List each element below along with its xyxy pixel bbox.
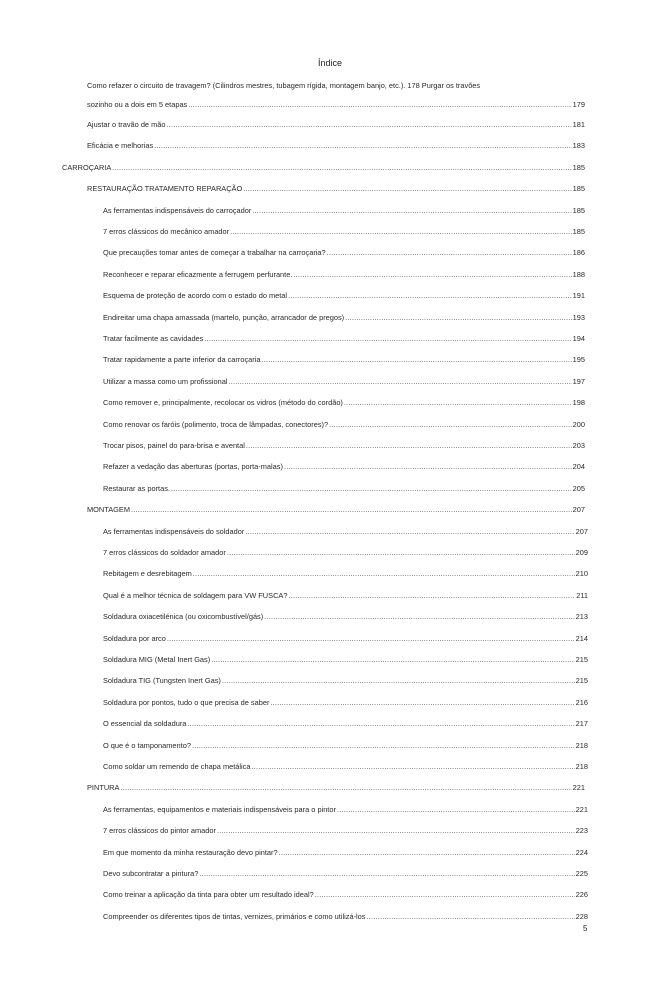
dot-leader bbox=[217, 826, 575, 836]
toc-entry-label: O que é o tamponamento? bbox=[103, 740, 191, 750]
toc-entry[interactable] bbox=[103, 655, 588, 665]
dot-leader bbox=[187, 719, 574, 729]
toc-entry-page: 217 bbox=[575, 719, 588, 729]
toc-entry-page: 218 bbox=[575, 762, 588, 771]
toc-entry-page: 185 bbox=[572, 205, 585, 215]
toc-entry[interactable] bbox=[87, 505, 585, 515]
dot-leader bbox=[222, 676, 575, 686]
toc-entry-label: Trocar pisos, painel do para-brisa e avental bbox=[103, 441, 245, 450]
toc-entry-label: Soldadura por pontos, tudo o que precisa de saber bbox=[103, 697, 270, 707]
toc-entry-label: Endireitar uma chapa amassada (martelo, punção, arrancador de pregos) bbox=[103, 312, 345, 322]
dot-leader bbox=[228, 377, 571, 387]
index-title: Índice bbox=[317, 58, 343, 68]
toc-entry-page: 200 bbox=[572, 419, 585, 429]
dot-leader bbox=[329, 420, 572, 430]
dot-leader bbox=[344, 398, 572, 408]
toc-entry-page: 226 bbox=[575, 890, 588, 900]
toc-entry-label: Soldadura TIG (Tungsten Inert Gas) bbox=[103, 676, 221, 686]
dot-leader bbox=[120, 783, 571, 793]
toc-entry-page: 191 bbox=[572, 291, 585, 301]
toc-entry-page: 210 bbox=[575, 569, 588, 579]
toc-entry-label: Como remover e, principalmente, recolocar os vidros (método do cordão) bbox=[103, 398, 343, 408]
dot-leader bbox=[251, 762, 574, 772]
toc-entry-label: Refazer a vedação das aberturas (portas, porta-malas) bbox=[103, 462, 283, 472]
toc-entry-page: 195 bbox=[572, 355, 585, 365]
toc-entry-label: Como renovar os faróis (polimento, troca de lâmpadas, conectores)? bbox=[103, 419, 329, 429]
toc-entry-label: PINTURA bbox=[87, 783, 120, 793]
toc-entry-page: 223 bbox=[575, 826, 588, 836]
dot-leader bbox=[154, 141, 572, 151]
toc-entry[interactable] bbox=[103, 612, 588, 622]
toc-entry-page: 204 bbox=[572, 462, 585, 472]
toc-entry-page: 216 bbox=[575, 697, 588, 707]
toc-entry-page: 185 bbox=[572, 184, 585, 194]
dot-leader bbox=[193, 569, 575, 579]
dot-leader bbox=[264, 612, 574, 622]
toc-entry[interactable] bbox=[103, 591, 588, 601]
toc-entry-label: Soldadura MIG (Metal Inert Gas) bbox=[103, 655, 211, 664]
toc-entry-label: Utilizar a massa como um profissional bbox=[103, 376, 228, 386]
toc-entry-page: 179 bbox=[572, 100, 585, 109]
toc-entry[interactable] bbox=[103, 291, 585, 301]
toc-entry[interactable] bbox=[103, 848, 588, 858]
dot-leader bbox=[288, 291, 572, 301]
dot-leader bbox=[288, 591, 575, 601]
toc-entry-label: Qual é a melhor técnica de soldagem para VW FUSCA? bbox=[103, 590, 288, 600]
toc-entry-label: Reconhecer e reparar eficazmente a ferrugem perfurante. bbox=[103, 269, 293, 279]
dot-leader bbox=[246, 441, 572, 451]
toc-entry-label: Rebitagem e desrebitagem bbox=[103, 569, 192, 579]
dot-leader bbox=[112, 163, 571, 173]
dot-leader bbox=[227, 548, 575, 558]
dot-leader bbox=[345, 313, 572, 323]
toc-entry[interactable] bbox=[103, 313, 585, 323]
toc-entry-page: 218 bbox=[575, 740, 588, 750]
toc-entry-label: O essencial da soldadura bbox=[103, 719, 187, 729]
toc-entry-label: MONTAGEM bbox=[87, 505, 130, 515]
dot-leader bbox=[337, 805, 575, 815]
toc-entry-page: 181 bbox=[572, 120, 585, 129]
toc-entry-intro-line1: Como refazer o circuito de travagem? (Cilindros mestres, tubagem rígida, montagem banjo, etc.). 178 Purgar os travões bbox=[87, 81, 481, 90]
toc-entry[interactable] bbox=[103, 805, 588, 815]
toc-entry[interactable] bbox=[103, 676, 588, 686]
toc-entry-label: Ajustar o travão de mão bbox=[87, 120, 166, 129]
toc-entry-label: Soldadura oxiacetilénica (ou oxicombustível/gás) bbox=[103, 612, 264, 622]
toc-entry[interactable] bbox=[103, 206, 585, 216]
toc-entry-label: Esquema de proteção de acordo com o estado do metal bbox=[103, 291, 288, 301]
toc-entry-label: Em que momento da minha restauração devo pintar? bbox=[103, 847, 278, 857]
toc-entry-page: 207 bbox=[572, 505, 585, 515]
toc-entry-page: 215 bbox=[575, 676, 588, 686]
toc-entry-page: 228 bbox=[575, 911, 588, 921]
toc-entry-page: 193 bbox=[572, 312, 585, 322]
dot-leader bbox=[192, 741, 575, 751]
toc-entry[interactable] bbox=[103, 248, 585, 258]
toc-entry-label: RESTAURAÇÃO TRATAMENTO REPARAÇÃO bbox=[87, 184, 243, 194]
dot-leader bbox=[131, 505, 572, 515]
toc-entry[interactable] bbox=[103, 527, 588, 537]
dot-leader bbox=[366, 912, 574, 922]
toc-entry-label: Eficácia e melhorias bbox=[87, 141, 154, 151]
toc-entry[interactable] bbox=[103, 377, 585, 387]
toc-entry-page: 214 bbox=[575, 633, 588, 643]
toc-entry-label: 7 erros clássicos do mecânico amador bbox=[103, 227, 230, 236]
dot-leader bbox=[293, 270, 571, 280]
toc-entry[interactable] bbox=[103, 355, 585, 365]
page-number: 5 bbox=[583, 924, 588, 933]
toc-entry[interactable] bbox=[103, 484, 585, 494]
toc-entry[interactable] bbox=[103, 270, 585, 280]
dot-leader bbox=[211, 655, 574, 665]
toc-entry[interactable] bbox=[103, 890, 588, 900]
dot-leader bbox=[261, 355, 571, 365]
toc-entry[interactable] bbox=[87, 184, 585, 194]
toc-entry[interactable] bbox=[103, 912, 588, 922]
dot-leader bbox=[270, 698, 574, 708]
dot-leader bbox=[166, 120, 571, 130]
dot-leader bbox=[243, 184, 571, 194]
toc-entry[interactable] bbox=[87, 783, 585, 793]
toc-entry[interactable] bbox=[103, 569, 588, 579]
toc-entry-page: 197 bbox=[572, 376, 585, 386]
dot-leader bbox=[252, 206, 571, 216]
toc-entry-page: 225 bbox=[575, 869, 588, 878]
toc-entry[interactable] bbox=[103, 441, 585, 451]
toc-entry[interactable] bbox=[62, 163, 585, 173]
toc-entry[interactable] bbox=[103, 826, 588, 836]
dot-leader bbox=[167, 634, 575, 644]
toc-entry-page: 185 bbox=[572, 227, 585, 236]
toc-entry-label: Como soldar um remendo de chapa metálica bbox=[103, 762, 251, 771]
toc-entry-label: sozinho ou a dois em 5 etapas bbox=[87, 100, 188, 109]
toc-entry[interactable] bbox=[103, 719, 588, 729]
dot-leader bbox=[188, 100, 571, 110]
toc-entry-label: Devo subcontratar a pintura? bbox=[103, 869, 199, 878]
toc-entry-label: Tratar rapidamente a parte inferior da carroçaria bbox=[103, 355, 261, 365]
toc-entry[interactable] bbox=[103, 462, 585, 472]
dot-leader bbox=[279, 848, 575, 858]
toc-entry-page: 194 bbox=[572, 334, 585, 343]
dot-leader bbox=[230, 227, 572, 237]
toc-entry-page: 205 bbox=[572, 483, 585, 493]
toc-entry[interactable] bbox=[103, 634, 588, 644]
toc-entry[interactable] bbox=[103, 762, 588, 772]
toc-entry-label: CARROÇARIA bbox=[62, 162, 112, 172]
dot-leader bbox=[204, 334, 571, 344]
toc-entry-label: As ferramentas indispensáveis do soldador bbox=[103, 526, 245, 536]
toc-entry-page: 186 bbox=[572, 248, 585, 258]
toc-entry-label: Restaurar as portas. bbox=[103, 483, 170, 493]
toc-entry[interactable] bbox=[103, 869, 588, 879]
toc-entry-page: 203 bbox=[572, 441, 585, 450]
toc-entry-label: Tratar facilmente as cavidades bbox=[103, 334, 204, 343]
toc-entry[interactable] bbox=[103, 698, 588, 708]
toc-entry[interactable] bbox=[87, 141, 585, 151]
toc-entry-page: 188 bbox=[572, 269, 585, 279]
toc-entry-page: 209 bbox=[575, 548, 588, 557]
dot-leader bbox=[171, 484, 572, 494]
toc-entry[interactable] bbox=[103, 227, 585, 237]
dot-leader bbox=[245, 527, 574, 537]
toc-entry-label: Como treinar a aplicação da tinta para obter um resultado ideal? bbox=[103, 890, 314, 900]
toc-entry-page: 224 bbox=[575, 847, 588, 857]
toc-entry-page: 213 bbox=[575, 612, 588, 622]
toc-entry-label: 7 erros clássicos do soldador amador bbox=[103, 548, 226, 557]
toc-entry-page: 221 bbox=[575, 804, 588, 814]
toc-entry[interactable] bbox=[103, 398, 585, 408]
toc-entry-page: 185 bbox=[572, 162, 585, 172]
toc-entry[interactable] bbox=[103, 334, 585, 344]
dot-leader bbox=[327, 248, 572, 258]
toc-entry-label: Soldadura por arco bbox=[103, 633, 166, 643]
toc-entry[interactable] bbox=[103, 548, 588, 558]
dot-leader bbox=[284, 462, 572, 472]
dot-leader bbox=[199, 869, 574, 879]
toc-entry-page: 215 bbox=[575, 655, 588, 664]
toc-entry-label: Que precauções tomar antes de começar a trabalhar na carroçaria? bbox=[103, 248, 326, 258]
toc-entry-page: 211 bbox=[576, 590, 588, 600]
toc-entry-page: 221 bbox=[572, 783, 585, 793]
toc-entry-page: 207 bbox=[575, 526, 588, 536]
toc-entry-intro-line2[interactable] bbox=[87, 100, 585, 110]
toc-entry[interactable] bbox=[103, 741, 588, 751]
toc-entry[interactable] bbox=[103, 420, 585, 430]
toc-entry-label: As ferramentas indispensáveis do carroçador bbox=[103, 205, 252, 215]
toc-entry-label: 7 erros clássicos do pintor amador bbox=[103, 826, 216, 836]
toc-entry-label: Compreender os diferentes tipos de tintas, vernizes, primários e como utilizá-los bbox=[103, 911, 366, 921]
toc-entry-label: As ferramentas, equipamentos e materiais indispensáveis para o pintor bbox=[103, 804, 336, 814]
toc-entry-page: 183 bbox=[572, 141, 585, 151]
toc-entry[interactable] bbox=[87, 120, 585, 130]
toc-entry-page: 198 bbox=[572, 398, 585, 408]
dot-leader bbox=[315, 890, 575, 900]
